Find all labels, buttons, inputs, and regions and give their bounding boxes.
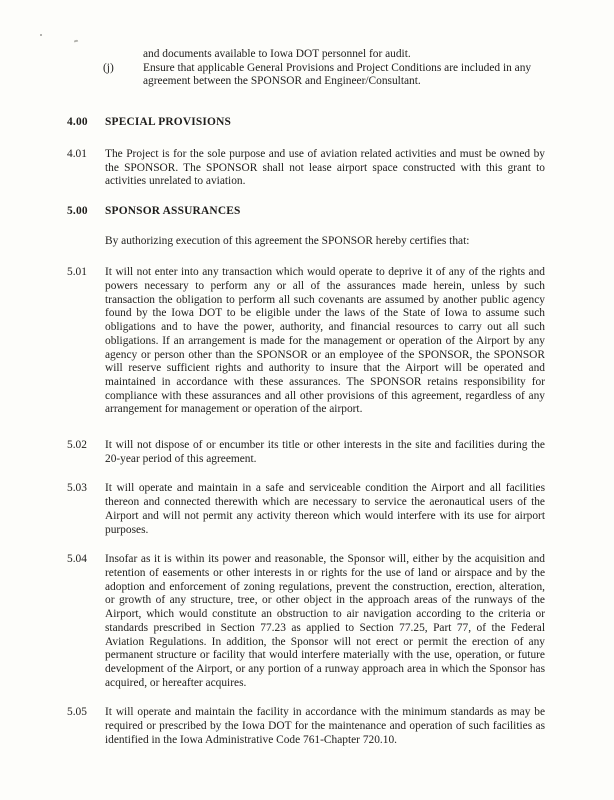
list-item-j-label: (j) [103, 61, 114, 74]
section-heading-5-00 [67, 205, 545, 219]
paragraph-number: 4.01 [67, 147, 87, 160]
paragraph-5-04 [67, 553, 545, 690]
scan-artifact-tick [74, 40, 78, 43]
paragraph-text: It will not enter into any transaction which would operate to deprive it of any of the rights and powers necessary to perform any or all of the assurances made herein, unless by such transaction the obligation to perform all such covenants are assumed by another public agency found by the Iowa DOT to be eligible under the laws of the State of Iowa to assume such obligations and to have the power, authority, and financial resources to carry out all such obligations. If an arrangement is made for the management or operation of the Airport by any agency or person other than the SPONSOR or an employee of the SPONSOR, the SPONSOR will reserve sufficient rights and authority to insure that the Airport will be operated and maintained in accordance with these assurances. The SPONSOR retains responsibility for compliance with these assurances and all other provisions of this agreement, regardless of any arrangement for management or operation of the airport. [105, 266, 545, 416]
paragraph-text: It will not dispose of or encumber its title or other interests in the site and facilities during the 20-year period of this agreement. [105, 439, 545, 465]
paragraph-text: It will operate and maintain in a safe and serviceable condition the Airport and all facilities thereon and connected therewith which are necessary to service the aeronautical users of the Airport and will not permit any activity thereon which would interfere with its use for airport purposes. [105, 482, 545, 536]
section-title: SPECIAL PROVISIONS [105, 116, 232, 129]
list-item-j-text: Ensure that applicable General Provisions and Project Conditions are included in any agreement between the SPONSOR and Engineer/Consultant. [143, 61, 532, 88]
continuation-line: and documents available to Iowa DOT personnel for audit. [143, 48, 411, 60]
paragraph-5-05 [67, 706, 545, 747]
paragraph-text: Insofar as it is within its power and reasonable, the Sponsor will, either by the acquisition and retention of easements or other interests in or rights for the use of land or airspace and by the adoption and enforcement of zoning regulations, prevent the construction, erection, alteration, or growth of any structure, tree, or other object in the approach areas of the runways of the Airport, which would constitute an obstruction to air navigation according to the criteria or standards prescribed in Section 77.23 as applied to Section 77.25, Part 77, of the Federal Aviation Regulations. In addition, the Sponsor will not erect or permit the erection of any permanent structure or facility that would interfere materially with the use, operation, or future development of the Airport, or any portion of a runway approach area in which the Sponsor has acquired, or hereafter acquires. [105, 553, 545, 689]
section-title: SPONSOR ASSURANCES [105, 204, 241, 217]
paragraph-number: 5.01 [67, 266, 87, 279]
paragraph-5-02 [67, 439, 545, 466]
section-heading-4-00 [67, 116, 545, 130]
paragraph-4-01 [67, 148, 545, 189]
paragraph-text: The Project is for the sole purpose and use of aviation related activities and must be owned by the SPONSOR. The SPONSOR shall not lease airport space constructed with this grant to activities unrelated to aviation. [105, 147, 545, 188]
paragraph-5-01 [67, 266, 545, 417]
paragraph-number: 5.04 [67, 553, 87, 566]
paragraph-5-03 [67, 482, 545, 537]
list-item-j [103, 62, 545, 89]
paragraph-number: 5.05 [67, 706, 87, 719]
paragraph-number: 5.03 [67, 482, 87, 495]
scan-artifact-dot [40, 34, 42, 36]
section-number: 4.00 [67, 116, 88, 129]
page-content [67, 48, 545, 763]
paragraph-number: 5.02 [67, 439, 87, 452]
paragraph-text: It will operate and maintain the facility in accordance with the minimum standards as may be required or prescribed by the Iowa DOT for the maintenance and operation of such facilities as identified in the Iowa Administrative Code 761-Chapter 720.10. [105, 706, 545, 746]
section-5-intro: By authorizing execution of this agreement the SPONSOR hereby certifies that: [105, 234, 470, 247]
section-number: 5.00 [67, 204, 88, 217]
